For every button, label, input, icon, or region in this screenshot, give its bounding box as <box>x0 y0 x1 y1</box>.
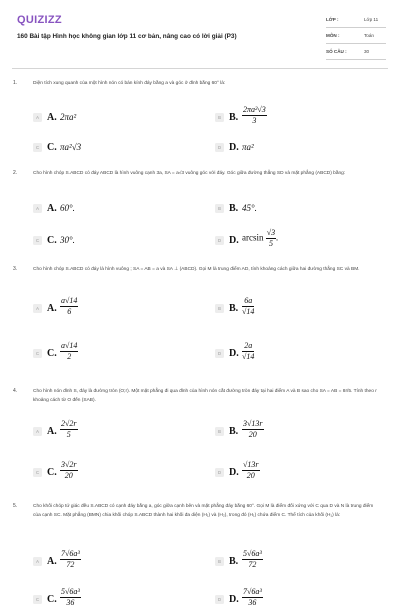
fraction-denominator: 6 <box>67 307 72 316</box>
option-letter: B. <box>229 203 239 214</box>
option-letter: D. <box>229 467 239 478</box>
fraction-denominator: √14 <box>242 352 255 361</box>
fraction-numerator: 5√6a³ <box>243 549 262 558</box>
option-box[interactable]: C <box>33 236 42 245</box>
option-box[interactable]: C <box>33 143 42 152</box>
fraction-numerator: 7√6a³ <box>61 549 80 558</box>
fraction <box>266 228 279 249</box>
option-value <box>60 296 78 317</box>
fraction <box>60 296 78 317</box>
option-box[interactable]: A <box>33 427 42 436</box>
fraction-numerator: √13r <box>243 460 259 469</box>
fraction-denominator: 20 <box>246 471 255 480</box>
meta-value: Toán <box>364 33 374 38</box>
worksheet-header <box>0 0 400 62</box>
meta-row-count <box>326 44 386 60</box>
fraction <box>60 587 81 608</box>
option-letter: C. <box>47 235 57 246</box>
option-letter: D. <box>229 594 239 605</box>
fraction-numerator: 2a <box>242 341 254 352</box>
question-number: 2. <box>13 170 18 176</box>
option-value: 2πa² <box>60 112 77 122</box>
fraction <box>60 460 78 481</box>
fraction-denominator: 2 <box>67 352 72 361</box>
meta-key: LỚP : <box>326 17 339 22</box>
option-value <box>242 460 260 481</box>
meta-value: 30 <box>364 49 370 54</box>
fraction <box>242 296 254 317</box>
option-box[interactable]: D <box>215 468 224 477</box>
option-value <box>242 105 267 126</box>
fraction <box>242 587 263 608</box>
meta-value: Lớp 11 <box>364 17 379 22</box>
option-suffix: . <box>276 232 279 243</box>
option-value <box>242 549 263 570</box>
meta-table <box>326 12 386 60</box>
option-box[interactable]: B <box>215 113 224 122</box>
option-box[interactable]: C <box>33 468 42 477</box>
quizizz-logo: QUIZIZZ <box>17 14 62 26</box>
option-value <box>60 587 81 608</box>
option-value <box>242 341 254 362</box>
question-text: Cho khối chóp tứ giác đều S.ABCD có cạnh đáy bằng a, góc giữa cạnh bên và mặt phẳng đáy bằng 60°. Gọi M là điểm đối xứng với C qua D và N là trung điểm của cạnh SC. Mặt phẳng (BMN) chia khối chóp S.ABCD thành hai khối đa diện (H₁) và (H₂), trong đó (H₁) chứa điểm C. Thể tích của khối (H₁) là: <box>33 504 374 518</box>
fraction-denominator: √14 <box>242 307 255 316</box>
option-letter: A. <box>47 203 57 214</box>
meta-key: SỐ CÂU : <box>326 49 347 54</box>
fraction-numerator: 3√13r <box>243 419 263 428</box>
fraction <box>242 549 263 570</box>
fraction-denominator: 36 <box>66 598 75 607</box>
question-text: Cho hình nón đỉnh S, đáy là đường tròn (O;r). Một mặt phẳng đi qua đỉnh của hình nón cắt đường tròn đáy tại hai điểm A và B sao cho SA = AB = 8r/5. Tính theo r khoảng cách từ O đến (SAB). <box>33 389 377 403</box>
meta-row-subject <box>326 28 386 44</box>
option-box[interactable]: D <box>215 595 224 604</box>
option-letter: D. <box>229 235 239 246</box>
meta-row-class <box>326 12 386 28</box>
option-box[interactable]: A <box>33 304 42 313</box>
option-letter: C. <box>47 467 57 478</box>
fraction-numerator: 6a <box>242 296 254 307</box>
fraction-denominator: 5 <box>268 239 273 248</box>
option-box[interactable]: D <box>215 236 224 245</box>
fraction <box>60 341 78 362</box>
fraction-denominator: 20 <box>64 471 73 480</box>
question-number: 5. <box>13 503 18 509</box>
fraction-numerator: √3 <box>266 228 276 237</box>
option-letter: D. <box>229 348 239 359</box>
fraction-numerator: 3√2r <box>61 460 77 469</box>
option-value <box>242 228 278 249</box>
option-letter: D. <box>229 142 239 153</box>
fraction-numerator: 2√2r <box>61 419 77 428</box>
fraction-denominator: 72 <box>248 560 257 569</box>
option-value: 60°. <box>60 203 75 213</box>
fraction-numerator: 5√6a³ <box>61 587 80 596</box>
option-box[interactable]: B <box>215 204 224 213</box>
fraction <box>242 341 254 362</box>
fraction-denominator: 3 <box>252 116 257 125</box>
option-box[interactable]: C <box>33 349 42 358</box>
option-box[interactable]: C <box>33 595 42 604</box>
option-box[interactable]: A <box>33 204 42 213</box>
fraction-denominator: 20 <box>248 430 257 439</box>
option-box[interactable]: A <box>33 557 42 566</box>
option-value: 45°. <box>242 203 257 213</box>
question-text: Cho hình chóp S.ABCD có đáy ABCD là hình vuông cạnh 3a, SA = a√3 vuông góc với đáy. Góc giữa đường thẳng SD và mặt phẳng (ABCD) bằng: <box>33 171 346 176</box>
page-title: 160 Bài tập Hình học không gian lớp 11 cơ bản, nâng cao có lời giải (P3) <box>17 33 237 40</box>
option-letter: A. <box>47 556 57 567</box>
option-box[interactable]: A <box>33 113 42 122</box>
option-letter: B. <box>229 303 239 314</box>
option-value: πa²√3 <box>60 142 82 152</box>
question-text: Cho hình chóp S.ABCD có đáy là hình vuông ; SA = AB = a và SA ⊥ (ABCD). Gọi M là trung điểm AD, tính khoảng cách giữa hai đường thẳng SC và BM. <box>33 267 360 272</box>
fraction <box>242 419 264 440</box>
fraction <box>242 460 260 481</box>
header-divider <box>12 68 388 69</box>
fraction-denominator: 36 <box>248 598 257 607</box>
option-letter: C. <box>47 142 57 153</box>
option-value <box>242 419 264 440</box>
fraction-denominator: 72 <box>66 560 75 569</box>
option-letter: A. <box>47 426 57 437</box>
fraction-denominator: 5 <box>66 430 71 439</box>
option-box[interactable]: B <box>215 304 224 313</box>
question-number: 3. <box>13 266 18 272</box>
option-value: 30°. <box>60 235 75 245</box>
option-letter: B. <box>229 426 239 437</box>
option-prefix: arcsin <box>242 232 266 243</box>
question-text: Diện tích xung quanh của một hình nón có bán kính đáy bằng a và góc ở đỉnh bằng 60° là: <box>33 81 226 86</box>
option-letter: B. <box>229 556 239 567</box>
fraction-numerator: 7√6a³ <box>243 587 262 596</box>
fraction-numerator: a√14 <box>61 341 78 350</box>
option-letter: C. <box>47 594 57 605</box>
option-value <box>60 419 78 440</box>
fraction <box>60 419 78 440</box>
meta-key: MÔN : <box>326 33 340 38</box>
option-value <box>60 549 81 570</box>
option-box[interactable]: D <box>215 349 224 358</box>
question-number: 4. <box>13 388 18 394</box>
option-value <box>242 587 263 608</box>
option-letter: B. <box>229 112 239 123</box>
fraction <box>60 549 81 570</box>
option-letter: A. <box>47 303 57 314</box>
option-box[interactable]: B <box>215 427 224 436</box>
option-letter: A. <box>47 112 57 123</box>
fraction <box>242 105 267 126</box>
fraction-numerator: a√14 <box>61 296 78 305</box>
option-value: πa² <box>242 142 254 152</box>
option-letter: C. <box>47 348 57 359</box>
option-box[interactable]: B <box>215 557 224 566</box>
option-value <box>60 341 78 362</box>
option-value <box>242 296 254 317</box>
option-box[interactable]: D <box>215 143 224 152</box>
fraction-numerator: 2πa²√3 <box>243 105 266 114</box>
question-number: 1. <box>13 80 18 86</box>
option-value <box>60 460 78 481</box>
